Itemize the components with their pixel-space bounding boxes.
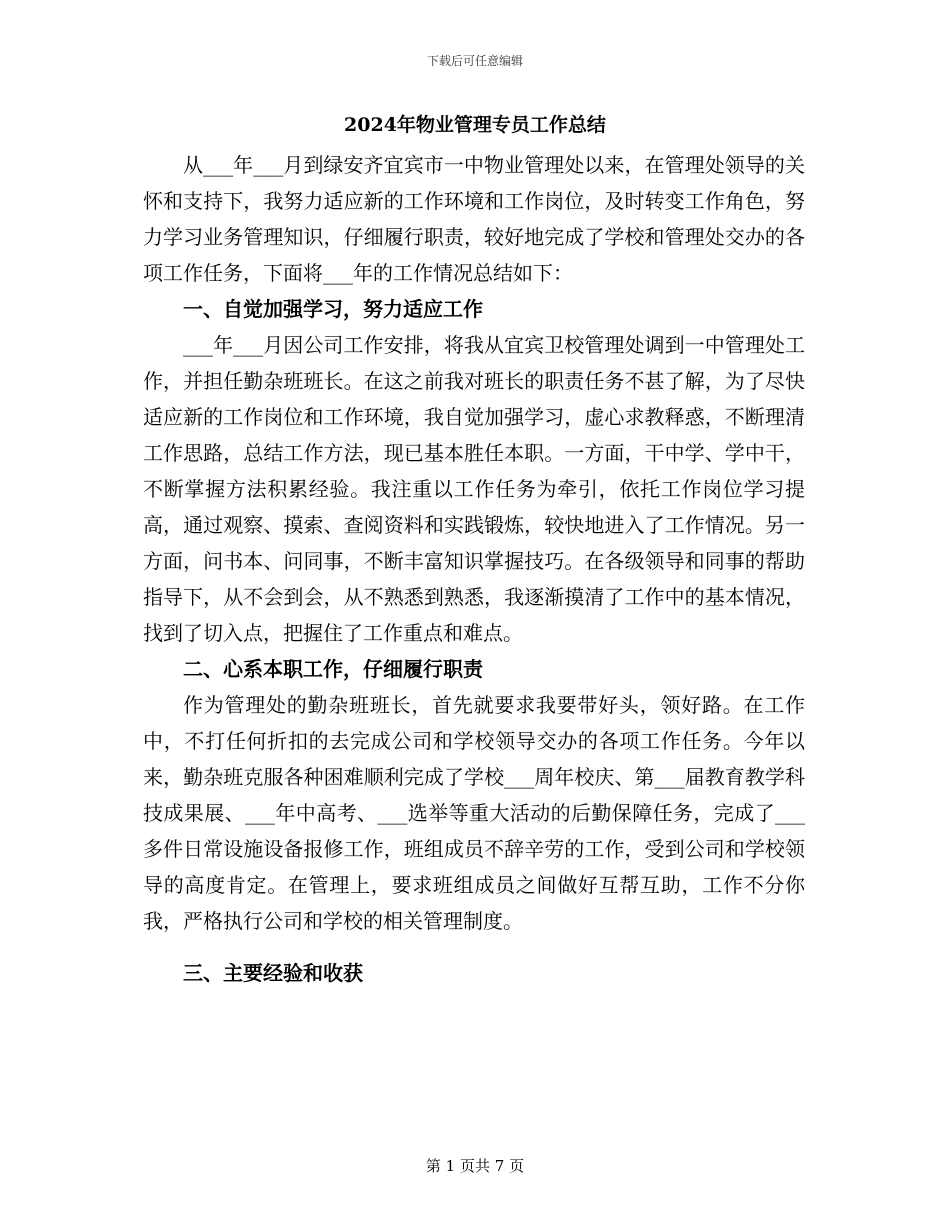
section-1-paragraph: ___年___月因公司工作安排，将我从宜宾卫校管理处调到一中管理处工作，并担任勤杂班班长。在这之前我对班长的职责任务不甚了解，为了尽快适应新的工作岗位和工作环境，我自觉加强学习，虚心求教释惑，不断理清工作思路，总结工作方法，现已基本胜任本职。一方面，干中学、学中干，不断掌握方法积累经验。我注重以工作任务为牵引，依托工作岗位学习提高，通过观察、摸索、查阅资料和实践锻炼，较快地进入了工作情况。另一方面，问书本、问同事，不断丰富知识掌握技巧。在各级领导和同事的帮助指导下，从不会到会，从不熟悉到熟悉，我逐渐摸清了工作中的基本情况，找到了切入点，把握住了工作重点和难点。 — [143, 333, 805, 645]
section-heading-1: 一、自觉加强学习，努力适应工作 — [183, 297, 483, 321]
section-2-paragraph: 作为管理处的勤杂班班长，首先就要求我要带好头，领好路。在工作中，不打任何折扣的去完成公司和学校领导交办的各项工作任务。今年以来，勤杂班克服各种困难顺利完成了学校___周年校庆、第___届教育教学科技成果展、___年中高考、___选举等重大活动的后勤保障任务，完成了___多件日常设施设备报修工作，班组成员不辞辛劳的工作，受到公司和学校领导的高度肯定。在管理上，要求班组成员之间做好互帮互助，工作不分你我，严格执行公司和学校的相关管理制度。 — [143, 693, 805, 933]
section-heading-2: 二、心系本职工作，仔细履行职责 — [183, 657, 483, 681]
intro-paragraph: 从___年___月到绿安齐宜宾市一中物业管理处以来，在管理处领导的关怀和支持下，我努力适应新的工作环境和工作岗位，及时转变工作角色，努力学习业务管理知识，仔细履行职责，较好地完成了学校和管理处交办的各项工作任务，下面将___年的工作情况总结如下： — [143, 153, 805, 285]
section-heading-3: 三、主要经验和收获 — [183, 961, 363, 985]
document-body — [143, 147, 805, 991]
header-note: 下载后可任意编辑 — [426, 54, 523, 68]
page-footer: 第 1 页共 7 页 — [425, 1157, 525, 1175]
document-title: 2024年物业管理专员工作总结 — [344, 114, 606, 136]
